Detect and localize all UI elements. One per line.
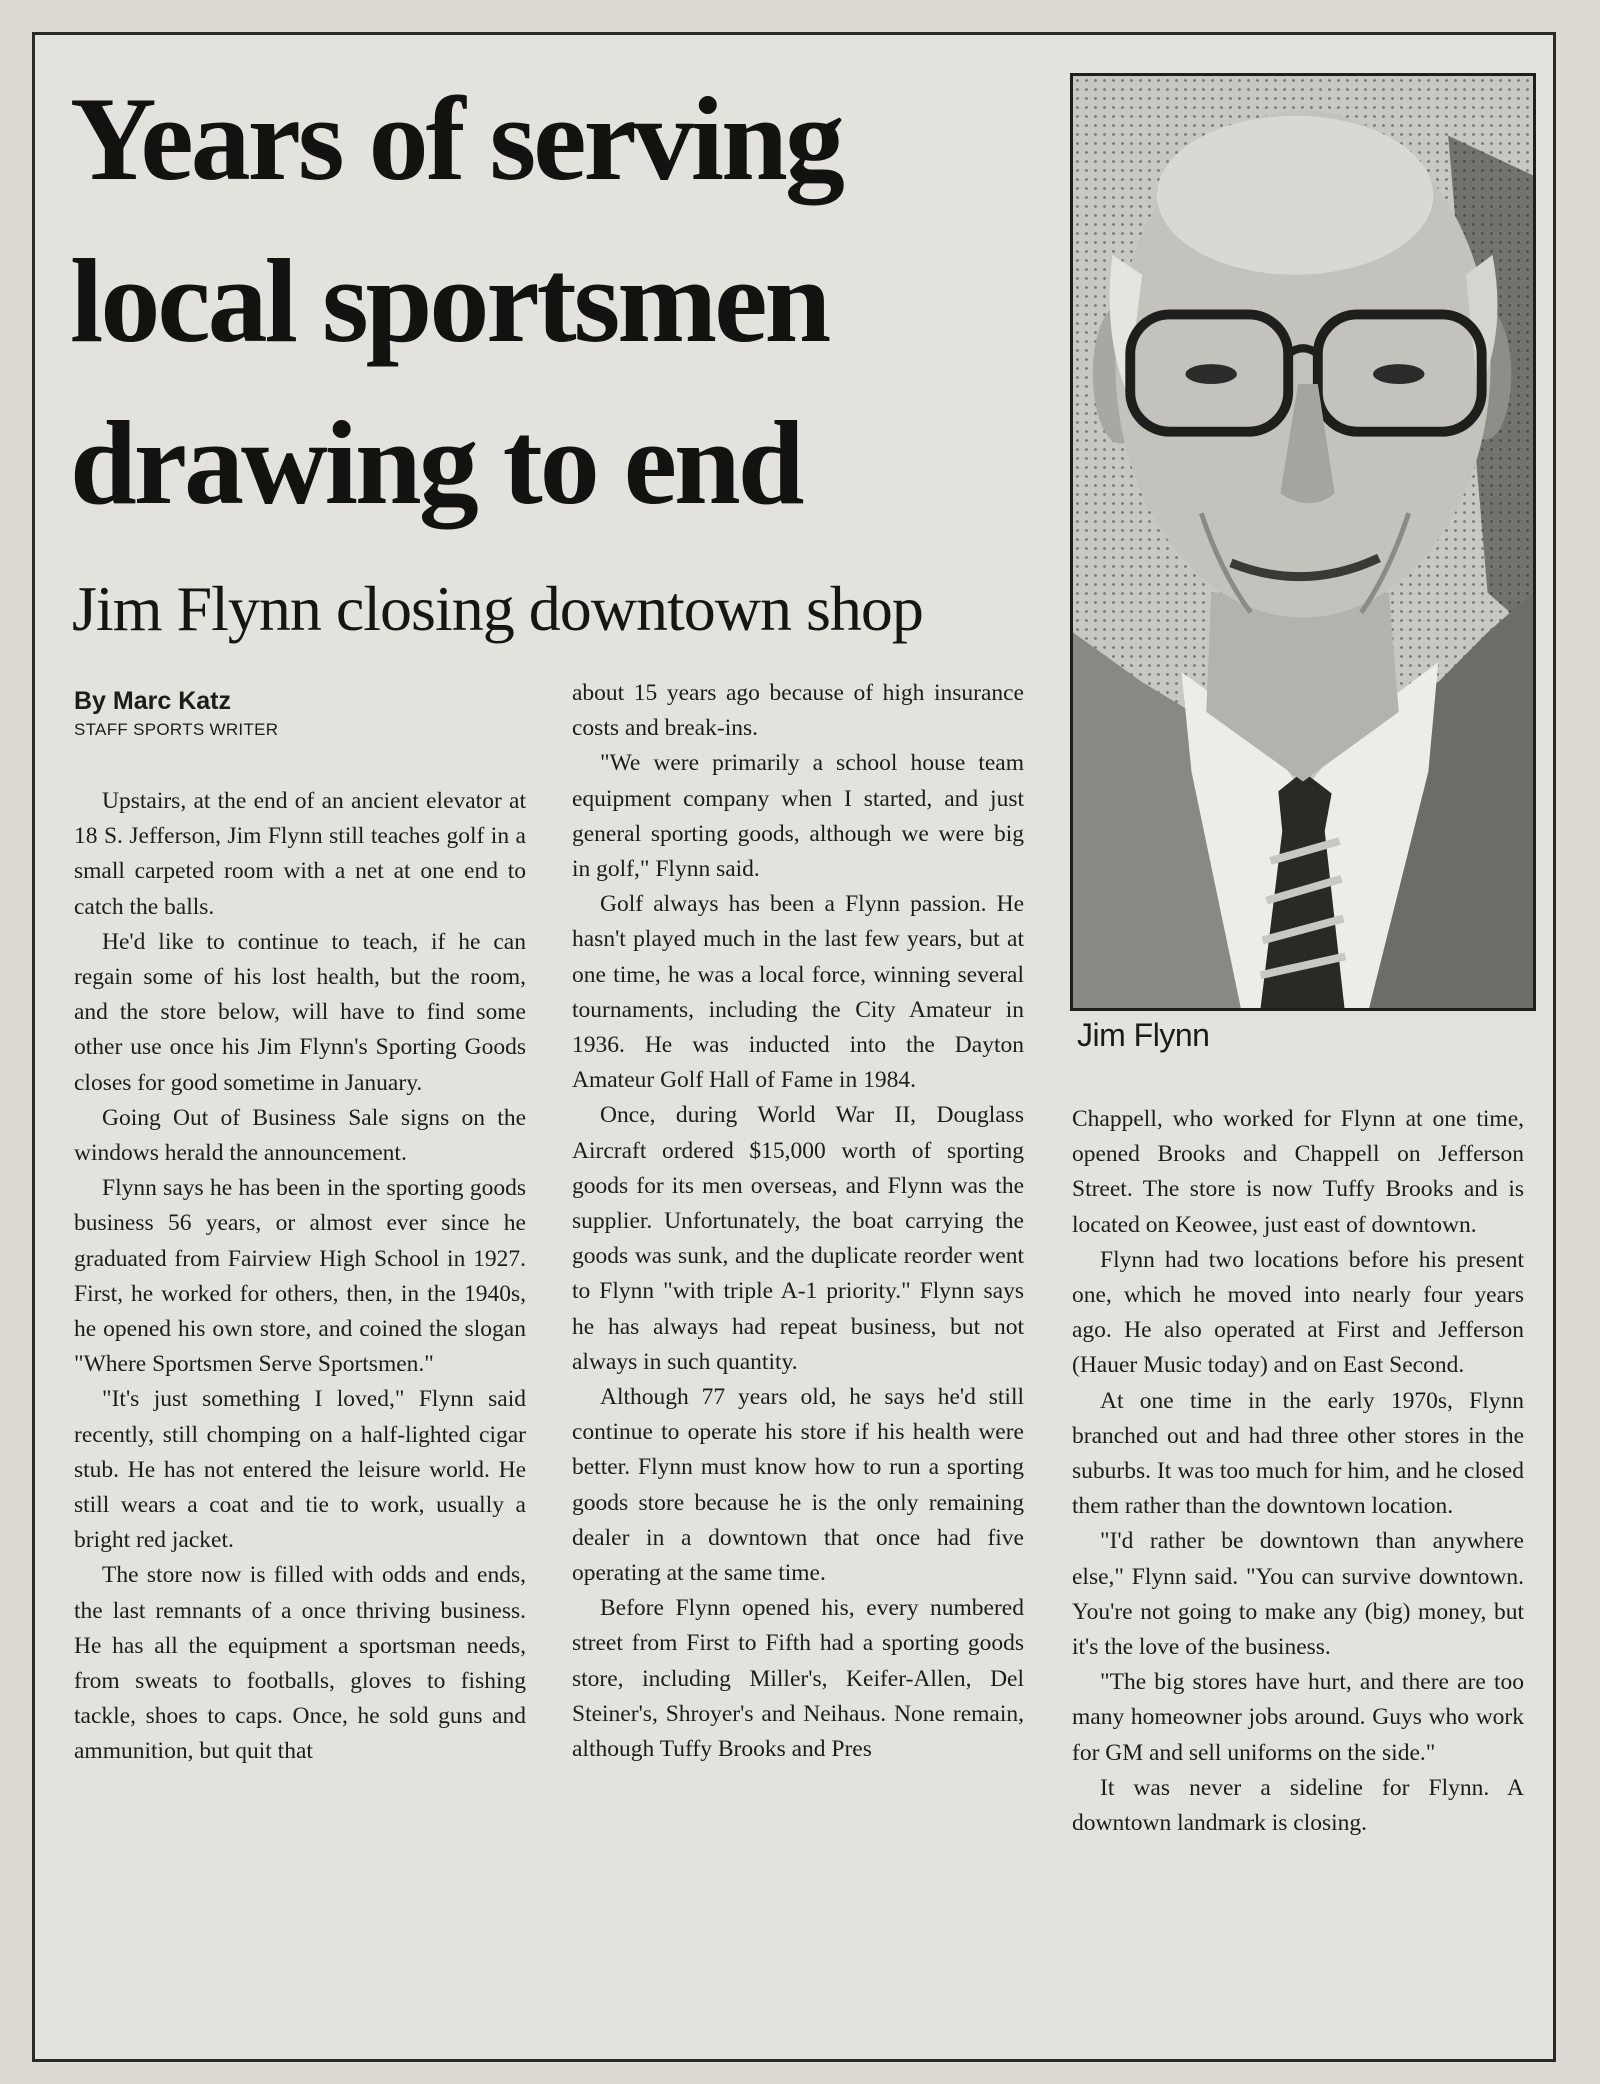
paragraph: about 15 years ago because of high insurance costs and break-ins.: [572, 680, 1024, 742]
headline-line-2: local sportsmen: [70, 234, 829, 367]
byline: [74, 684, 278, 742]
paragraph: Going Out of Business Sale signs on the windows herald the announcement.: [74, 1104, 526, 1167]
byline-title: STAFF SPORTS WRITER: [74, 720, 279, 739]
paragraph: Flynn says he has been in the sporting goods business 56 years, or almost ever since he graduated from Fairview High School in 1927. First, he worked for others, then, in the 1940s, he opened his own store, and coined the slogan "Where Sportsmen Serve Sportsmen.": [74, 1175, 526, 1378]
text-column-3: [1072, 1102, 1524, 1841]
photo-caption: Jim Flynn: [1077, 1017, 1210, 1053]
paragraph: The store now is filled with odds and ends, the last remnants of a once thriving business. He has all the equipment a sportsman needs, from sweats to footballs, gloves to fishing tackle, shoes to caps. Once, he sold guns and ammunition, but quit that: [74, 1562, 526, 1765]
headline-line-1: Years of serving: [70, 72, 842, 205]
paragraph: "The big stores have hurt, and there are too many homeowner jobs around. Guys who work for GM and sell uniforms on the side.": [1072, 1669, 1524, 1766]
byline-author: By Marc Katz: [74, 687, 231, 715]
subheadline: Jim Flynn closing downtown shop: [72, 573, 923, 644]
paragraph: Upstairs, at the end of an ancient elevator at 18 S. Jefferson, Jim Flynn still teaches golf in a small carpeted room with a net at one end to catch the balls.: [74, 788, 526, 920]
paragraph: Flynn had two locations before his present one, which he moved into nearly four years ago. He also operated at First and Jefferson (Hauer Music today) and on East Second.: [1072, 1246, 1524, 1379]
headline: [70, 58, 1030, 544]
portrait-photo: [1070, 73, 1536, 1011]
paragraph: At one time in the early 1970s, Flynn branched out and had three other stores in the suburbs. It was too much for him, and he closed them rather than the downtown location.: [1072, 1387, 1524, 1520]
paragraph: He'd like to continue to teach, if he can regain some of his lost health, but the room, and the store below, will have to find some other use once his Jim Flynn's Sporting Goods closes for good sometime in January.: [74, 928, 526, 1096]
paragraph: Once, during World War II, Douglass Aircraft ordered $15,000 worth of sporting goods for its men overseas, and Flynn was the supplier. Unfortunately, the boat carrying the goods was sunk, and the duplicate reorder went to Flynn "with triple A-1 priority." Flynn says he has always had repeat business, but not always in such quantity.: [572, 1102, 1024, 1375]
paragraph: "We were primarily a school house team equipment company when I started, and just general sporting goods, although we were big in golf," Flynn said.: [572, 750, 1024, 883]
paragraph: "I'd rather be downtown than anywhere else," Flynn said. "You can survive downtown. You're not going to make any (big) money, but it's the love of the business.: [1072, 1528, 1524, 1661]
paragraph: Golf always has been a Flynn passion. He hasn't played much in the last few years, but at one time, he was a local force, winning several tournaments, including the City Amateur in 1936. He was inducted into the Dayton Amateur Golf Hall of Fame in 1984.: [572, 891, 1024, 1094]
text-column-2: [572, 676, 1024, 1767]
paragraph: "It's just something I loved," Flynn said recently, still chomping on a half-lighted cigar stub. He has not entered the leisure world. He still wears a coat and tie to work, usually a bright red jacket.: [74, 1386, 526, 1554]
paragraph: It was never a sideline for Flynn. A downtown landmark is closing.: [1072, 1774, 1524, 1837]
paragraph: Chappell, who worked for Flynn at one time, opened Brooks and Chappell on Jefferson Street. The store is now Tuffy Brooks and is located on Keowee, just east of downtown.: [1072, 1106, 1524, 1238]
portrait-illustration: [1073, 76, 1533, 1008]
paragraph: Although 77 years old, he says he'd still continue to operate his store if his health were better. Flynn must know how to run a sporting goods store because he is the only remaining dealer in a downtown that once had five operating at the same time.: [572, 1384, 1024, 1587]
paragraph: Before Flynn opened his, every numbered street from First to Fifth had a sporting goods store, including Miller's, Keifer-Allen, Del Steiner's, Shroyer's and Neihaus. None remain, although Tuffy Brooks and Pres: [572, 1595, 1024, 1763]
headline-line-3: drawing to end: [70, 396, 802, 529]
text-column-1: [74, 784, 526, 1770]
